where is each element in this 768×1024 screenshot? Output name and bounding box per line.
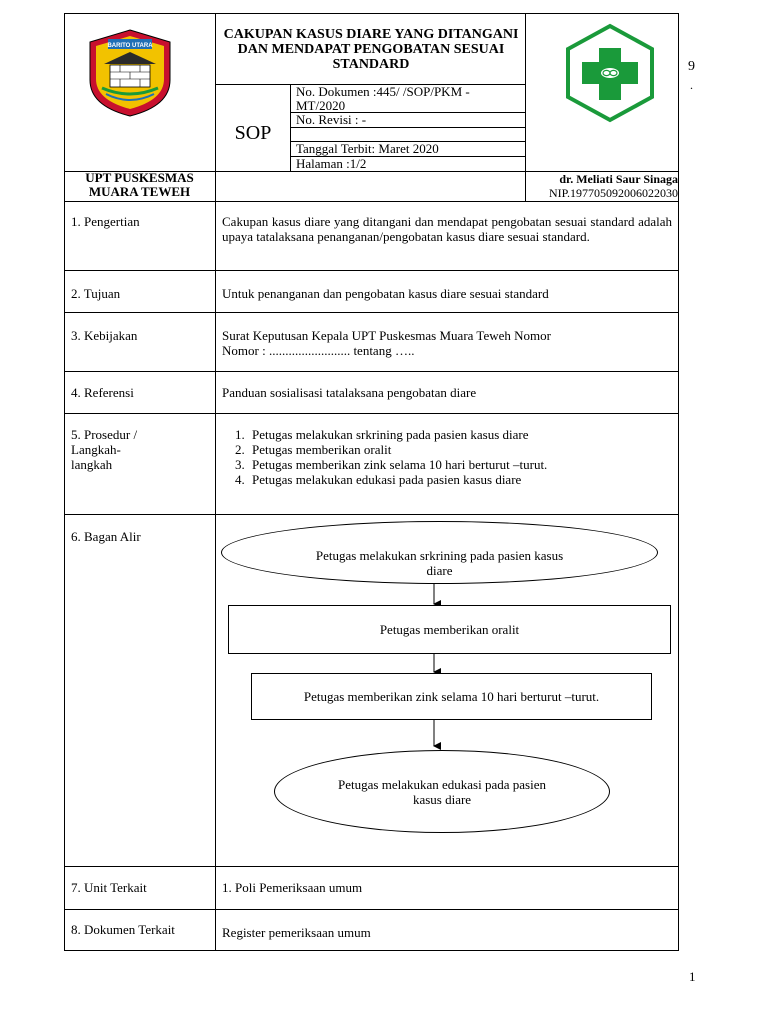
- kebijakan-line2: Nomor : ......................... tentang …..: [222, 343, 415, 358]
- signer-nip: NIP.197705092006022030: [548, 186, 678, 200]
- tanggal-terbit: Tanggal Terbit: Maret 2020: [296, 141, 439, 156]
- meta-line: [290, 127, 526, 128]
- row-line: [64, 371, 679, 372]
- no-dokumen: No. Dokumen :445/ /SOP/PKM - MT/2020: [296, 84, 470, 113]
- regional-emblem-logo: [86, 28, 174, 118]
- prosedur-label-line2: Langkah-: [71, 442, 121, 457]
- row-line: [64, 866, 679, 867]
- document-title: CAKUPAN KASUS DIARE YANG DITANGANI DAN MENDAPAT PENGOBATAN SESUAI STANDARD: [223, 27, 519, 72]
- section-text-pengertian: Cakupan kasus diare yang ditangani dan mendapat pengobatan sesuai standard adalah upaya tatalaksana penanganan/pengobatan kasus diare sesuai standard.: [222, 214, 672, 244]
- row-line: [64, 270, 679, 271]
- page-number: 1: [689, 969, 696, 984]
- flow-node-text: Petugas memberikan zink selama 10 hari berturut –turut.: [303, 689, 600, 704]
- flow-node-text: Petugas memberikan oralit: [379, 622, 520, 637]
- section-text-dokumen-terkait: Register pemeriksaan umum: [222, 925, 371, 940]
- flow-node-edukasi: [274, 750, 610, 833]
- section-label-kebijakan: 3. Kebijakan: [71, 328, 138, 343]
- procedure-step: 4. Petugas melakukan edukasi pada pasien kasus diare: [248, 472, 672, 487]
- section-text-kebijakan: [222, 328, 672, 358]
- row-line: [64, 312, 679, 313]
- section-label-dokumen-terkait: 8. Dokumen Terkait: [71, 922, 175, 937]
- sop-label: SOP: [234, 122, 272, 144]
- section-label-bagan-alir: 6. Bagan Alir: [71, 529, 141, 544]
- row-line: [64, 413, 679, 414]
- emblem-text: BARITO UTARA: [107, 43, 153, 49]
- halaman: Halaman :1/2: [296, 156, 367, 171]
- puskesmas-logo: [562, 22, 658, 124]
- section-label-tujuan: 2. Tujuan: [71, 286, 121, 301]
- section-label-unit-terkait: 7. Unit Terkait: [71, 880, 147, 895]
- flow-node-oralit: [228, 605, 671, 654]
- section-text-unit-terkait: 1. Poli Pemeriksaan umum: [222, 880, 363, 895]
- flow-node-zink: [251, 673, 652, 720]
- procedure-step: 3. Petugas memberikan zink selama 10 hari berturut –turut.: [248, 457, 672, 472]
- flow-node-text: Petugas melakukan srkrining pada pasien kasus diare: [315, 548, 564, 578]
- org-name-line2: MUARA TEWEH: [88, 184, 191, 199]
- side-mark: 9: [688, 59, 695, 74]
- org-name: [64, 171, 215, 199]
- section-label-pengertian: 1. Pengertian: [71, 214, 140, 229]
- section-text-referensi: Panduan sosialisasi tatalaksana pengobatan diare: [222, 385, 477, 400]
- prosedur-label-line1: 5. Prosedur /: [71, 427, 138, 442]
- kebijakan-line1: Surat Keputusan Kepala UPT Puskesmas Muara Teweh Nomor: [222, 328, 551, 343]
- section-text-tujuan: Untuk penanganan dan pengobatan kasus diare sesuai standard: [222, 286, 549, 301]
- procedure-step: 2. Petugas memberikan oralit: [248, 442, 672, 457]
- no-revisi: No. Revisi : -: [296, 112, 367, 127]
- procedure-step: 1. Petugas melakukan srkrining pada pasien kasus diare: [248, 427, 672, 442]
- signer-name: dr. Meliati Saur Sinaga: [559, 172, 678, 186]
- prosedur-label-line3: langkah: [71, 457, 113, 472]
- row-line: [64, 909, 679, 910]
- flow-node-text: Petugas melakukan edukasi pada pasien kasus diare: [338, 776, 546, 807]
- procedure-steps: [222, 427, 672, 487]
- section-label-referensi: 4. Referensi: [71, 385, 134, 400]
- flow-node-skrining: [221, 521, 658, 584]
- side-dot: .: [690, 78, 693, 92]
- org-name-line1: UPT PUSKESMAS: [85, 170, 194, 185]
- section-label-prosedur: [71, 427, 137, 472]
- header-bottom-line: [64, 201, 679, 202]
